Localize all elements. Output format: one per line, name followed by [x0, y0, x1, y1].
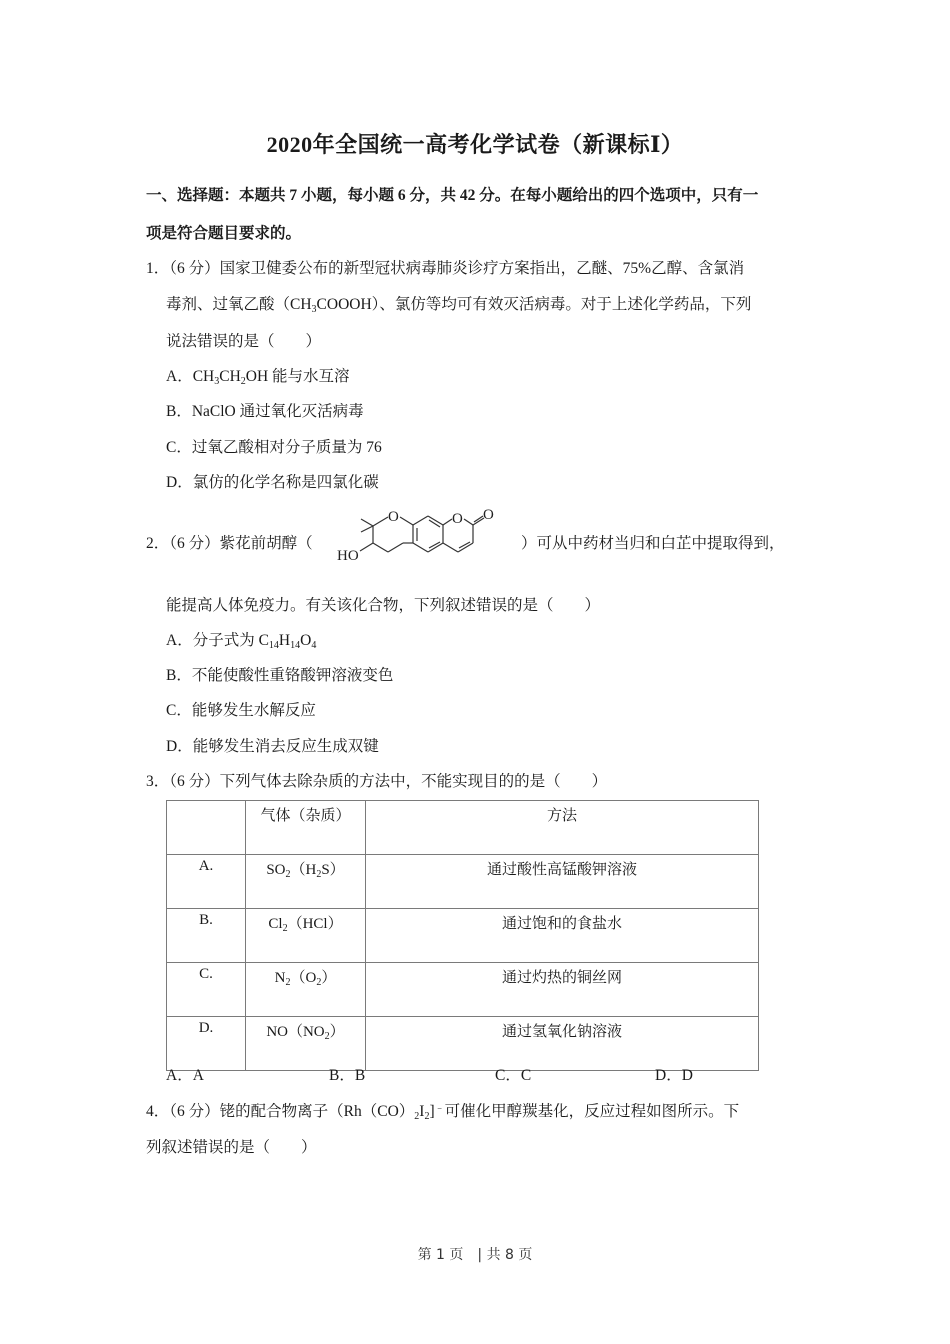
- option-text: O: [300, 632, 312, 649]
- table-header-cell: 方法: [366, 801, 759, 855]
- question-stem: 下列气体去除杂质的方法中，不能实现目的的是（ ）: [219, 773, 608, 790]
- row-label: A.: [167, 855, 246, 909]
- option-label: C．: [166, 439, 192, 456]
- question-1-line2: [166, 292, 751, 314]
- question-score: （6 分）: [169, 535, 220, 552]
- option-2d: [166, 734, 379, 756]
- question-number: 2．: [146, 535, 170, 552]
- superscript: ﹣: [434, 1103, 445, 1114]
- choice-b: B．B: [329, 1067, 366, 1084]
- option-text: 分子式为 C: [192, 632, 269, 649]
- table-header-row: [167, 801, 759, 855]
- question-number: 1．: [146, 260, 170, 277]
- option-text: 过氧乙酸相对分子质量为 76: [191, 439, 382, 456]
- subscript: 14: [290, 640, 301, 651]
- question-4-line2: 列叙述错误的是（ ）: [146, 1139, 317, 1156]
- question-stem: 铑的配合物离子（Rh（CO）: [219, 1103, 415, 1120]
- option-label: D．: [166, 474, 193, 491]
- question-stem: ]: [429, 1103, 435, 1120]
- method-cell: 通过饱和的食盐水: [366, 909, 759, 963]
- question-score: （6 分）: [169, 1103, 220, 1120]
- stem-text: COOOH）、氯仿等均可有效灭活病毒。对于上述化学药品，下列: [316, 296, 752, 313]
- option-label: C．: [166, 702, 192, 719]
- molecule-structure-image: [333, 502, 523, 572]
- option-text: 能够发生水解反应: [191, 702, 316, 719]
- row-label: B.: [167, 909, 246, 963]
- option-text: H: [278, 632, 291, 649]
- method-cell: 通过灼热的铜丝网: [366, 963, 759, 1017]
- question-number: 3．: [146, 773, 170, 790]
- method-cell: 通过氢氧化钠溶液: [366, 1017, 759, 1071]
- gas-cell: $SO_2(H_2S)$: [246, 855, 366, 909]
- option-1b: [166, 399, 364, 421]
- method-cell: 通过酸性高锰酸钾溶液: [366, 855, 759, 909]
- subscript: 2: [424, 1111, 430, 1122]
- option-text: NaClO 通过氧化灭活病毒: [191, 403, 364, 420]
- gas-purification-table: [166, 800, 759, 1071]
- question-score: （6 分）: [169, 260, 220, 277]
- table-header-cell: [167, 801, 246, 855]
- option-label: B．: [166, 403, 192, 420]
- option-text: 不能使酸性重铬酸钾溶液变色: [191, 667, 394, 684]
- option-text: 氯仿的化学名称是四氯化碳: [192, 474, 379, 491]
- question-score: （6 分）: [169, 773, 220, 790]
- question-stem: I: [419, 1103, 425, 1120]
- option-label: D．: [166, 738, 193, 755]
- question-1-line1: [146, 256, 744, 278]
- choice-d: D．D: [655, 1067, 693, 1084]
- stem-text: 毒剂、过氧乙酸（CH: [166, 296, 312, 313]
- option-text: 能够发生消去反应生成双键: [192, 738, 379, 755]
- option-1d: [166, 470, 379, 492]
- table-header-cell: 气体（杂质）: [246, 801, 366, 855]
- subscript: 4: [311, 640, 317, 651]
- question-stem: 紫花前胡醇（: [219, 535, 313, 552]
- option-1c: [166, 435, 382, 457]
- question-2-line1-post: ）可从中药材当归和白芷中提取得到，: [521, 535, 785, 552]
- table-row: [167, 909, 759, 963]
- question-stem: 可催化甲醇羰基化，反应过程如图所示。下: [444, 1103, 740, 1120]
- choice-c: C．C: [495, 1067, 532, 1084]
- gas-cell: $NO(NO_2)$: [246, 1017, 366, 1071]
- gas-cell: $N_2(O_2)$: [246, 963, 366, 1017]
- option-label: A．: [166, 632, 193, 649]
- row-label: C.: [167, 963, 246, 1017]
- question-1-line3: 说法错误的是（ ）: [166, 333, 322, 350]
- table-row: [167, 963, 759, 1017]
- svg-text:O: O: [388, 509, 399, 525]
- question-number: 4．: [146, 1103, 170, 1120]
- question-4-line1: [146, 1099, 739, 1121]
- option-1a: [166, 364, 350, 386]
- page-title: 2020年全国统一高考化学试卷（新课标Ⅰ）: [266, 132, 684, 157]
- option-2a: [166, 628, 316, 650]
- question-2-line1-pre: [146, 531, 313, 553]
- subscript: 3: [214, 376, 220, 387]
- option-label: A．: [166, 368, 193, 385]
- option-text: OH 能与水互溶: [245, 368, 350, 385]
- question-3-choices: [0, 1063, 950, 1083]
- question-2-line2: 能提高人体免疫力。有关该化合物，下列叙述错误的是（ ）: [166, 597, 601, 614]
- section-heading-line1: 一、选择题：本题共 7 小题，每小题 6 分，共 42 分。在每小题给出的四个选项中，只有一: [146, 187, 759, 204]
- option-label: B．: [166, 667, 192, 684]
- section-heading-line2: 项是符合题目要求的。: [146, 225, 302, 242]
- choice-a: A．A: [166, 1067, 204, 1084]
- row-label: D.: [167, 1017, 246, 1071]
- subscript: 3: [311, 304, 317, 315]
- option-text: CH: [219, 368, 241, 385]
- option-2c: [166, 698, 316, 720]
- option-text: CH: [192, 368, 215, 385]
- svg-text:O: O: [452, 511, 463, 527]
- svg-text:O: O: [483, 507, 494, 523]
- table-row: [167, 855, 759, 909]
- page-footer: 第 1 页 | 共 8 页: [417, 1247, 533, 1263]
- subscript: 2: [414, 1111, 420, 1122]
- option-2b: [166, 663, 393, 685]
- subscript: 14: [268, 640, 279, 651]
- gas-cell: $Cl_2(HCl)$: [246, 909, 366, 963]
- question-3-line1: [146, 769, 607, 791]
- svg-text:HO: HO: [337, 548, 359, 564]
- question-stem: 国家卫健委公布的新型冠状病毒肺炎诊疗方案指出，乙醚、75%乙醇、含氯消: [219, 260, 745, 277]
- subscript: 2: [240, 376, 246, 387]
